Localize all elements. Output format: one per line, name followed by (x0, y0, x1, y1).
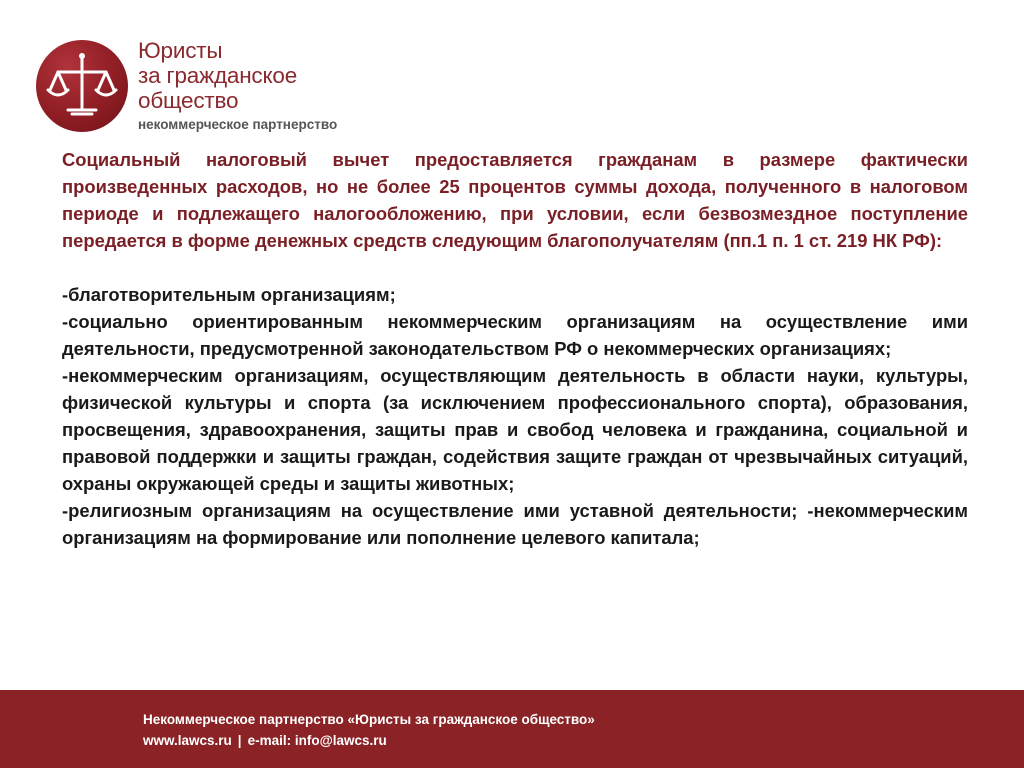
list-item: -некоммерческим организациям, осуществляющим деятельность в области науки, культуры, физической культуры и спорта (за исключением профессионального спорта), образования, просвещения, здравоохранения, защиты прав и свобод человека и гражданина, социальной и правовой поддержки и защиты граждан, содействия защите граждан от чрезвычайных ситуаций, охраны окружающей среды и защиты животных; (62, 365, 968, 494)
footer-org: Некоммерческое партнерство «Юристы за гражданское общество» (143, 712, 595, 727)
list-item: -благотворительным организациям; (62, 284, 396, 305)
logo-emblem (36, 40, 128, 132)
header (36, 36, 456, 136)
brand-block (138, 38, 337, 132)
footer-email-link[interactable]: e-mail: info@lawcs.ru (247, 733, 387, 748)
footer-contacts (143, 733, 387, 748)
footer-site-link[interactable]: www.lawcs.ru (143, 733, 232, 748)
brand-name-line: за гражданское (138, 63, 298, 88)
intro-paragraph: Социальный налоговый вычет предоставляется гражданам в размере фактически произведенных расходов, но не более 25 процентов суммы дохода, полученного в налоговом периоде и подлежащего налогообложению, при условии, если безвозмездное поступление передается в форме денежных средств следующим благополучателям (пп.1 п. 1 ст. 219 НК РФ): (62, 149, 968, 251)
scales-icon (36, 40, 128, 132)
paragraph-spacer (62, 254, 968, 281)
list-item: -социально ориентированным некоммерческим организациям на осуществление ими деятельности, предусмотренной законодательством РФ о некоммерческих организациях; (62, 311, 968, 359)
footer (0, 690, 1024, 768)
footer-separator: | (237, 733, 242, 748)
brand-name-line: Юристы (138, 38, 223, 63)
brand-subtitle: некоммерческое партнерство (138, 117, 338, 132)
brand-name-line: общество (138, 88, 239, 113)
main-text (62, 146, 968, 551)
list-item: -религиозным организациям на осуществление ими уставной деятельности; -некоммерческим организациям на формирование или пополнение целевого капитала; (62, 500, 968, 548)
